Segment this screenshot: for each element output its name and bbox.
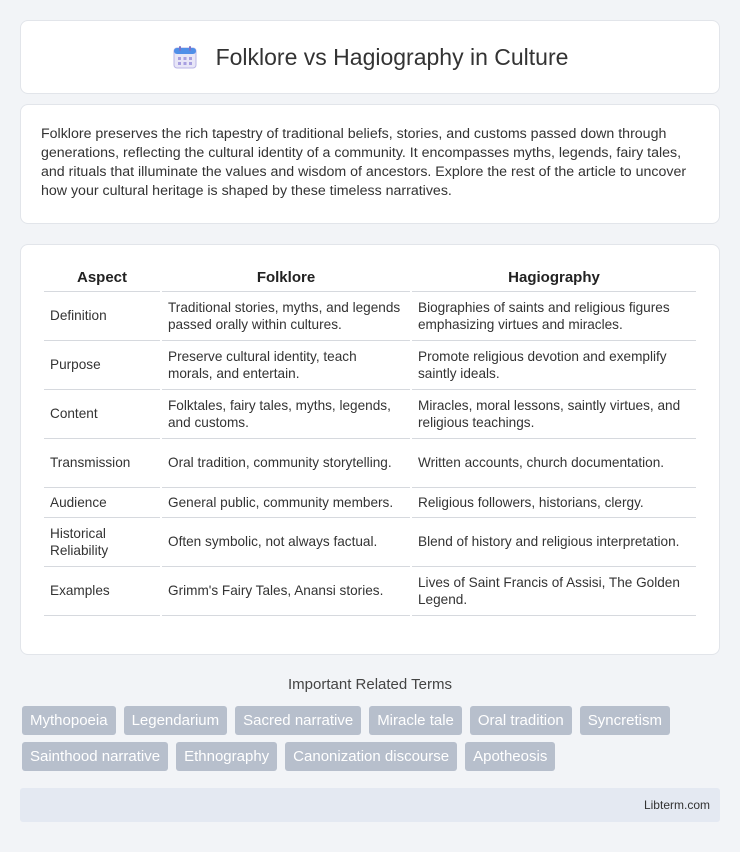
related-term-tag[interactable]: Ethnography <box>176 742 277 771</box>
comparison-table <box>42 263 698 616</box>
related-term-tag[interactable]: Legendarium <box>124 706 228 735</box>
row-hagiography: Lives of Saint Francis of Assisi, The Golden Legend. <box>412 567 696 616</box>
page-title: Folklore vs Hagiography in Culture <box>215 43 569 70</box>
related-term-tag[interactable]: Sainthood narrative <box>22 742 168 771</box>
header-hagiography: Hagiography <box>412 263 696 292</box>
row-folklore: Often symbolic, not always factual. <box>162 518 410 567</box>
related-term-tag[interactable]: Apotheosis <box>465 742 555 771</box>
related-term-tag[interactable]: Sacred narrative <box>235 706 361 735</box>
related-term-tag[interactable]: Miracle tale <box>369 706 462 735</box>
related-terms-title: Important Related Terms <box>288 676 452 693</box>
table-row <box>44 292 696 341</box>
footer-brand-link[interactable]: Libterm.com <box>643 798 710 812</box>
related-term-tag[interactable]: Canonization discourse <box>285 742 457 771</box>
related-term-tag[interactable]: Mythopoeia <box>22 706 116 735</box>
row-aspect: Transmission <box>44 439 160 488</box>
table-row <box>44 439 696 488</box>
row-hagiography: Written accounts, church documentation. <box>412 439 696 488</box>
header-folklore: Folklore <box>162 263 410 292</box>
row-aspect: Definition <box>44 292 160 341</box>
row-folklore: Traditional stories, myths, and legends passed orally within cultures. <box>162 292 410 341</box>
intro-card <box>20 104 720 224</box>
related-terms-list <box>22 706 722 771</box>
row-aspect: Purpose <box>44 341 160 390</box>
row-folklore: General public, community members. <box>162 488 410 518</box>
table-row <box>44 567 696 616</box>
row-folklore: Oral tradition, community storytelling. <box>162 439 410 488</box>
row-hagiography: Promote religious devotion and exemplify saintly ideals. <box>412 341 696 390</box>
row-hagiography: Biographies of saints and religious figures emphasizing virtues and miracles. <box>412 292 696 341</box>
row-aspect: Examples <box>44 567 160 616</box>
row-folklore: Preserve cultural identity, teach morals, and entertain. <box>162 341 410 390</box>
related-term-tag[interactable]: Syncretism <box>580 706 670 735</box>
row-aspect: Audience <box>44 488 160 518</box>
table-header-row <box>44 263 696 292</box>
header-aspect: Aspect <box>44 263 160 292</box>
row-hagiography: Religious followers, historians, clergy. <box>412 488 696 518</box>
intro-text: Folklore preserves the rich tapestry of traditional beliefs, stories, and customs passed down through generations, reflecting the cultural identity of a community. It encompasses myths, legends, fairy tales, and rituals that illuminate the values and wisdom of ancestors. Explore the rest of the article to uncover how your cultural heritage is shaped by these timeless narratives. <box>41 126 687 199</box>
row-aspect: Content <box>44 390 160 439</box>
row-folklore: Grimm's Fairy Tales, Anansi stories. <box>162 567 410 616</box>
row-hagiography: Blend of history and religious interpretation. <box>412 518 696 567</box>
calendar-icon <box>172 44 198 70</box>
row-hagiography: Miracles, moral lessons, saintly virtues, and religious teachings. <box>412 390 696 439</box>
footer <box>20 788 720 822</box>
comparison-table-card <box>20 244 720 655</box>
row-aspect: Historical Reliability <box>44 518 160 567</box>
table-row <box>44 390 696 439</box>
row-folklore: Folktales, fairy tales, myths, legends, and customs. <box>162 390 410 439</box>
table-row <box>44 488 696 518</box>
table-row <box>44 341 696 390</box>
table-row <box>44 518 696 567</box>
related-term-tag[interactable]: Oral tradition <box>470 706 572 735</box>
header-card <box>20 20 720 94</box>
